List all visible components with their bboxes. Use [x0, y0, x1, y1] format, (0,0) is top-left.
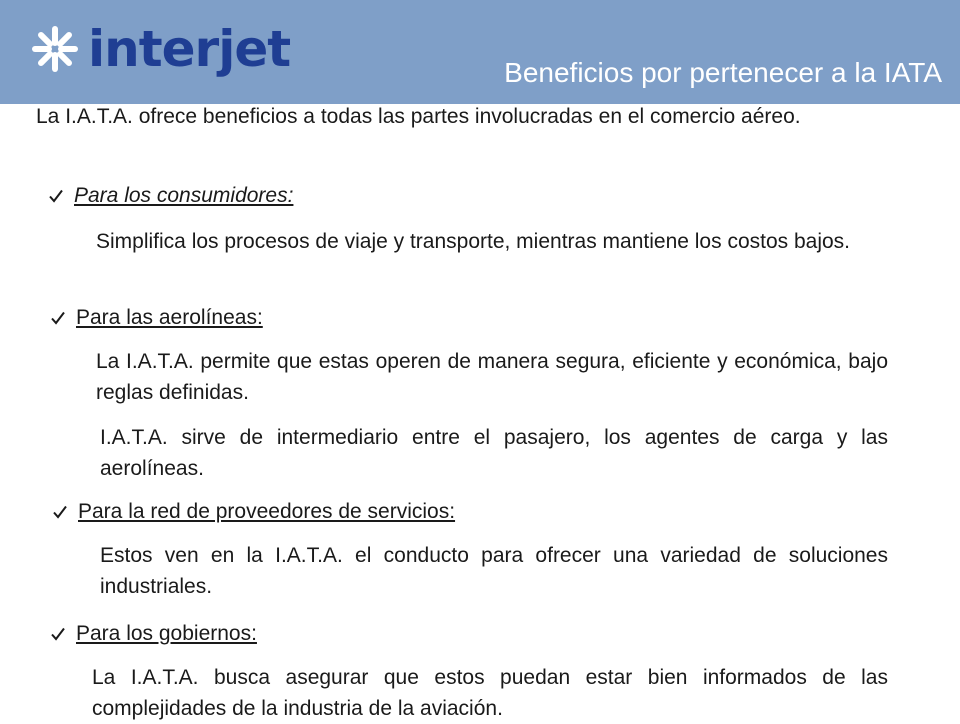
slide-header	[0, 0, 960, 104]
slide-title: Beneficios por pertenecer a la IATA	[504, 57, 942, 88]
section-heading-text: Para los consumidores:	[74, 184, 294, 207]
section-paragraph: I.A.T.A. sirve de intermediario entre el pasajero, los agentes de carga y las aerolíneas.	[100, 426, 888, 480]
section-heading-consumers	[48, 180, 293, 211]
checkmark-icon	[50, 310, 66, 326]
section-paragraph: La I.A.T.A. permite que estas operen de manera segura, eficiente y económica, bajo reglas definidas.	[96, 350, 888, 404]
section-heading-text: Para la red de proveedores de servicios:	[78, 500, 456, 523]
logo-wordmark: interjet	[88, 20, 291, 78]
section-heading-service-providers	[52, 496, 455, 527]
section-paragraph: Simplifica los procesos de viaje y transporte, mientras mantiene los costos bajos.	[96, 230, 851, 253]
section-heading-governments	[50, 618, 257, 649]
intro-paragraph: La I.A.T.A. ofrece beneficios a todas las partes involucradas en el comercio aéreo.	[36, 105, 801, 128]
section-heading-airlines	[50, 302, 263, 333]
checkmark-icon	[50, 626, 66, 642]
section-heading-text: Para las aerolíneas:	[76, 306, 263, 329]
section-heading-text: Para los gobiernos:	[76, 622, 257, 645]
asterisk-logo-icon	[30, 24, 80, 74]
checkmark-icon	[48, 188, 64, 204]
interjet-logo	[30, 20, 290, 78]
section-paragraph: Estos ven en la I.A.T.A. el conducto para ofrecer una variedad de soluciones industriales.	[100, 544, 888, 598]
slide-body	[36, 104, 888, 720]
section-paragraph: La I.A.T.A. busca asegurar que estos puedan estar bien informados de las complejidades de la industria de la aviación.	[92, 666, 888, 720]
checkmark-icon	[52, 504, 68, 520]
